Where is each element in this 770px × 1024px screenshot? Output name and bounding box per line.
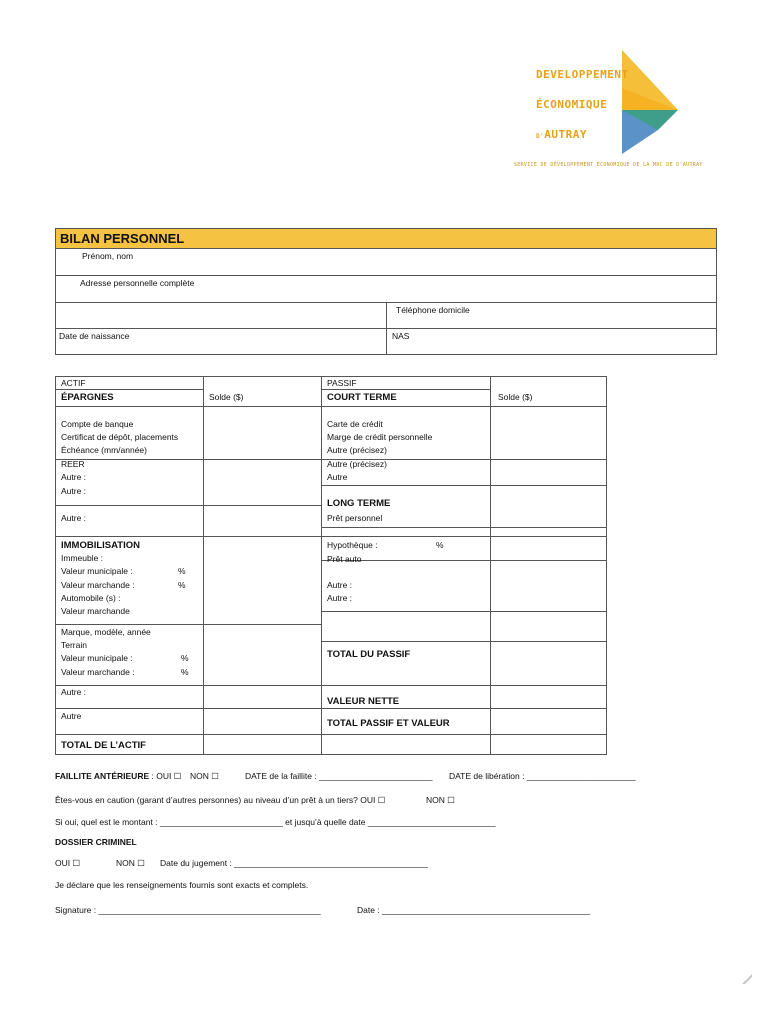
date-liberation-field[interactable]: DATE de libération : _______________________ (449, 771, 636, 781)
logo-line2: ÉCONOMIQUE (536, 98, 608, 111)
pct-label: % (178, 580, 186, 590)
passif-autre-a: Autre : (327, 580, 353, 590)
logo-line3-prefix: D' (536, 133, 545, 140)
terrain-marchande-label: Valeur marchande : (61, 667, 135, 677)
actif-autre-a: Autre : (61, 513, 87, 523)
birth-row (56, 329, 716, 354)
auto-valeur-label: Valeur marchande (61, 606, 130, 616)
pct-label: % (178, 566, 186, 576)
pct-label: % (181, 653, 189, 663)
logo-line3-name: AUTRAY (544, 128, 587, 141)
immeuble-label: Immeuble : (61, 553, 104, 563)
total-actif-label: TOTAL DE L’ACTIF (61, 740, 146, 751)
short-item: Autre (327, 472, 348, 482)
valeur-marchande-label: Valeur marchande : (61, 580, 135, 590)
savings-item: Autre : (61, 472, 87, 482)
name-row[interactable] (56, 249, 716, 276)
court-terme-heading: COURT TERME (327, 392, 397, 403)
short-item: Carte de crédit (327, 419, 383, 429)
declaration-text: Je déclare que les renseignements fournis sont exacts et complets. (55, 880, 309, 890)
caution-question[interactable]: Êtes-vous en caution (garant d’autres personnes) au niveau d’un prêt à un tiers? OUI ☐ (55, 795, 386, 805)
pct-label: % (181, 667, 189, 677)
automobile-label: Automobile (s) : (61, 593, 121, 603)
passif-autre-b: Autre : (327, 593, 353, 603)
dossier-criminel-label: DOSSIER CRIMINEL (55, 837, 137, 847)
date-jugement-field[interactable]: Date du jugement : _________________________________________ (160, 858, 429, 868)
short-item: Marge de crédit personnelle (327, 432, 433, 442)
hypotheque-label: Hypothèque : (327, 540, 378, 550)
actif-solde-label: Solde ($) (209, 392, 244, 402)
marque-label: Marque, modèle, année (61, 627, 151, 637)
date-faillite-field[interactable]: DATE de la faillite : ________________________ (245, 771, 433, 781)
caution-non-checkbox[interactable]: NON ☐ (426, 795, 455, 805)
savings-item: Compte de banque (61, 419, 134, 429)
pret-personnel-label: Prêt personnel (327, 513, 383, 523)
criminel-oui-checkbox[interactable]: OUI ☐ (55, 858, 81, 868)
nas-label[interactable]: NAS (392, 331, 410, 341)
pct-label: % (436, 540, 444, 550)
passif-solde-label: Solde ($) (498, 392, 533, 402)
montant-field[interactable]: Si oui, quel est le montant : __________________________ et jusqu’à quelle date ___________________________ (55, 817, 496, 827)
faillite-label: FAILLITE ANTÉRIEURE (55, 771, 150, 781)
savings-item: Échéance (mm/année) (61, 445, 147, 455)
epargnes-heading: ÉPARGNES (61, 392, 114, 403)
savings-item: REER (61, 459, 85, 469)
page-title: BILAN PERSONNEL (56, 229, 716, 249)
terrain-municipale-label: Valeur municipale : (61, 653, 133, 663)
total-passif-label: TOTAL DU PASSIF (327, 649, 411, 660)
criminel-non-checkbox[interactable]: NON ☐ (116, 858, 145, 868)
phone-label[interactable]: Téléphone domicile (396, 305, 470, 315)
birthdate-label[interactable]: Date de naissance (59, 331, 130, 341)
short-item: Autre (précisez) (327, 445, 387, 455)
valeur-municipale-label: Valeur municipale : (61, 566, 133, 576)
address-row[interactable] (56, 276, 716, 303)
date-field[interactable]: Date : ____________________________________________ (357, 905, 591, 915)
pret-auto-label: Prêt auto (327, 554, 362, 564)
faillite-row (55, 771, 181, 782)
logo-triangle-icon (618, 48, 680, 158)
address-label: Adresse personnelle complète (80, 278, 195, 288)
actif-heading: ACTIF (61, 378, 86, 388)
page-corner-icon (740, 972, 754, 986)
immobilisation-heading: IMMOBILISATION (61, 540, 140, 551)
short-item: Autre (précisez) (327, 459, 387, 469)
savings-item: Autre : (61, 486, 87, 496)
savings-item: Certificat de dépôt, placements (61, 432, 179, 442)
total-passif-valeur-label: TOTAL PASSIF ET VALEUR (327, 718, 450, 729)
logo (514, 48, 703, 173)
faillite-oui-checkbox[interactable]: : OUI ☐ (151, 771, 182, 781)
logo-line1: DEVELOPPEMENT (536, 68, 629, 81)
terrain-label: Terrain (61, 640, 87, 650)
identity-table (55, 228, 717, 355)
logo-tagline: SERVICE DE DÉVELOPPEMENT ÉCONOMIQUE DE LA MRC DE D'AUTRAY (514, 162, 703, 168)
balance-sheet (55, 376, 607, 755)
actif-autre-b: Autre : (61, 687, 87, 697)
actif-autre-c: Autre (61, 711, 82, 721)
signature-field[interactable]: Signature : _______________________________________________ (55, 905, 321, 915)
name-label: Prénom, nom (82, 251, 134, 261)
long-terme-heading: LONG TERME (327, 498, 391, 509)
logo-line3 (536, 128, 587, 141)
faillite-non-checkbox[interactable]: NON ☐ (190, 771, 219, 781)
phone-row (56, 303, 716, 329)
passif-heading: PASSIF (327, 378, 357, 388)
valeur-nette-label: VALEUR NETTE (327, 696, 400, 707)
